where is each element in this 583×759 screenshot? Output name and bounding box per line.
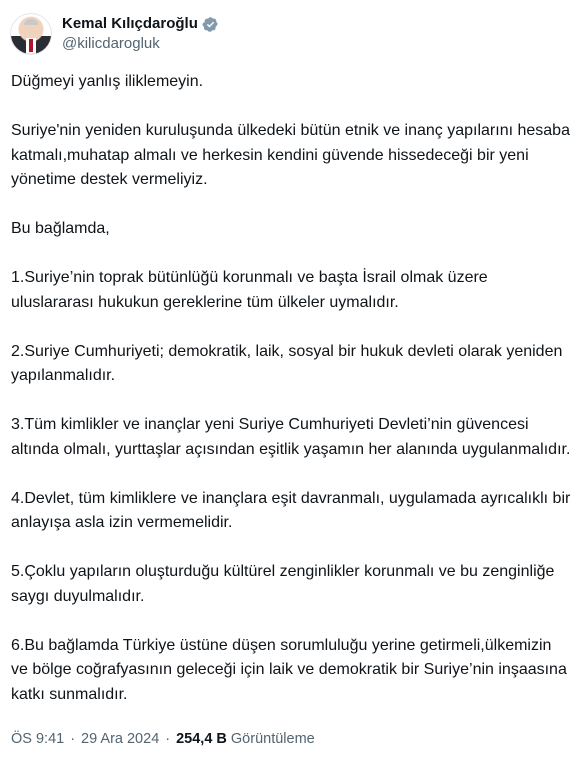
avatar[interactable]: [10, 13, 52, 55]
post-paragraph: 6.Bu bağlamda Türkiye üstüne düşen sorumluluğu yerine getirmeli,ülkemizin ve bölge coğrafyasının geleceği için laik ve demokratik bir Suriye’nin inşaasına katkı sunmalıdır.: [11, 636, 567, 703]
post-paragraph: Bu bağlamda,: [11, 220, 110, 237]
post-paragraph: 3.Tüm kimlikler ve inançlar yeni Suriye Cumhuriyeti Devleti’nin güvencesi altında olmalı, yurttaşlar açısından eşitlik yaşamın her alanında uygulanmalıdır.: [11, 416, 571, 458]
author-name[interactable]: Kemal Kılıçdaroğlu: [62, 15, 198, 32]
author-handle[interactable]: @kilicdarogluk: [62, 35, 160, 52]
post-header: [10, 10, 219, 58]
views-label: Görüntüleme: [230, 731, 315, 747]
post-text: [11, 70, 571, 707]
post-time[interactable]: ÖS 9:41: [11, 731, 65, 747]
author-identity: [62, 14, 219, 54]
post-paragraph: 2.Suriye Cumhuriyeti; demokratik, laik, sosyal bir hukuk devleti olarak yeniden yapılanmalıdır.: [11, 342, 563, 384]
post-paragraph: Düğmeyi yanlış iliklemeyin.: [11, 73, 204, 90]
post-date[interactable]: 29 Ara 2024: [81, 731, 160, 747]
post-paragraph: Suriye'nin yeniden kuruluşunda ülkedeki bütün etnik ve inanç yapılarını hesaba katmalı,muhatap almalı ve herkesin kendini güvende hissedeceği bir yeni yönetime destek vermeliyiz.: [11, 122, 570, 188]
meta-separator: ·: [165, 731, 171, 747]
post-paragraph: 5.Çoklu yapıların oluşturduğu kültürel zenginlikler korunmalı ve bu zenginliğe saygı duyulmalıdır.: [11, 563, 555, 605]
post-paragraph: 1.Suriye’nin toprak bütünlüğü korunmalı ve başta İsrail olmak üzere uluslararası hukukun gereklerine tüm ülkeler uymalıdır.: [11, 269, 488, 311]
post-paragraph: 4.Devlet, tüm kimliklere ve inançlara eşit davranmalı, uygulamada ayrıcalıklı bir anlayışa asla izin vermemelidir.: [11, 489, 571, 531]
post-meta: [11, 731, 315, 747]
verified-badge-icon[interactable]: [202, 16, 219, 33]
meta-separator: ·: [70, 731, 76, 747]
views-count[interactable]: 254,4 B: [176, 731, 227, 747]
